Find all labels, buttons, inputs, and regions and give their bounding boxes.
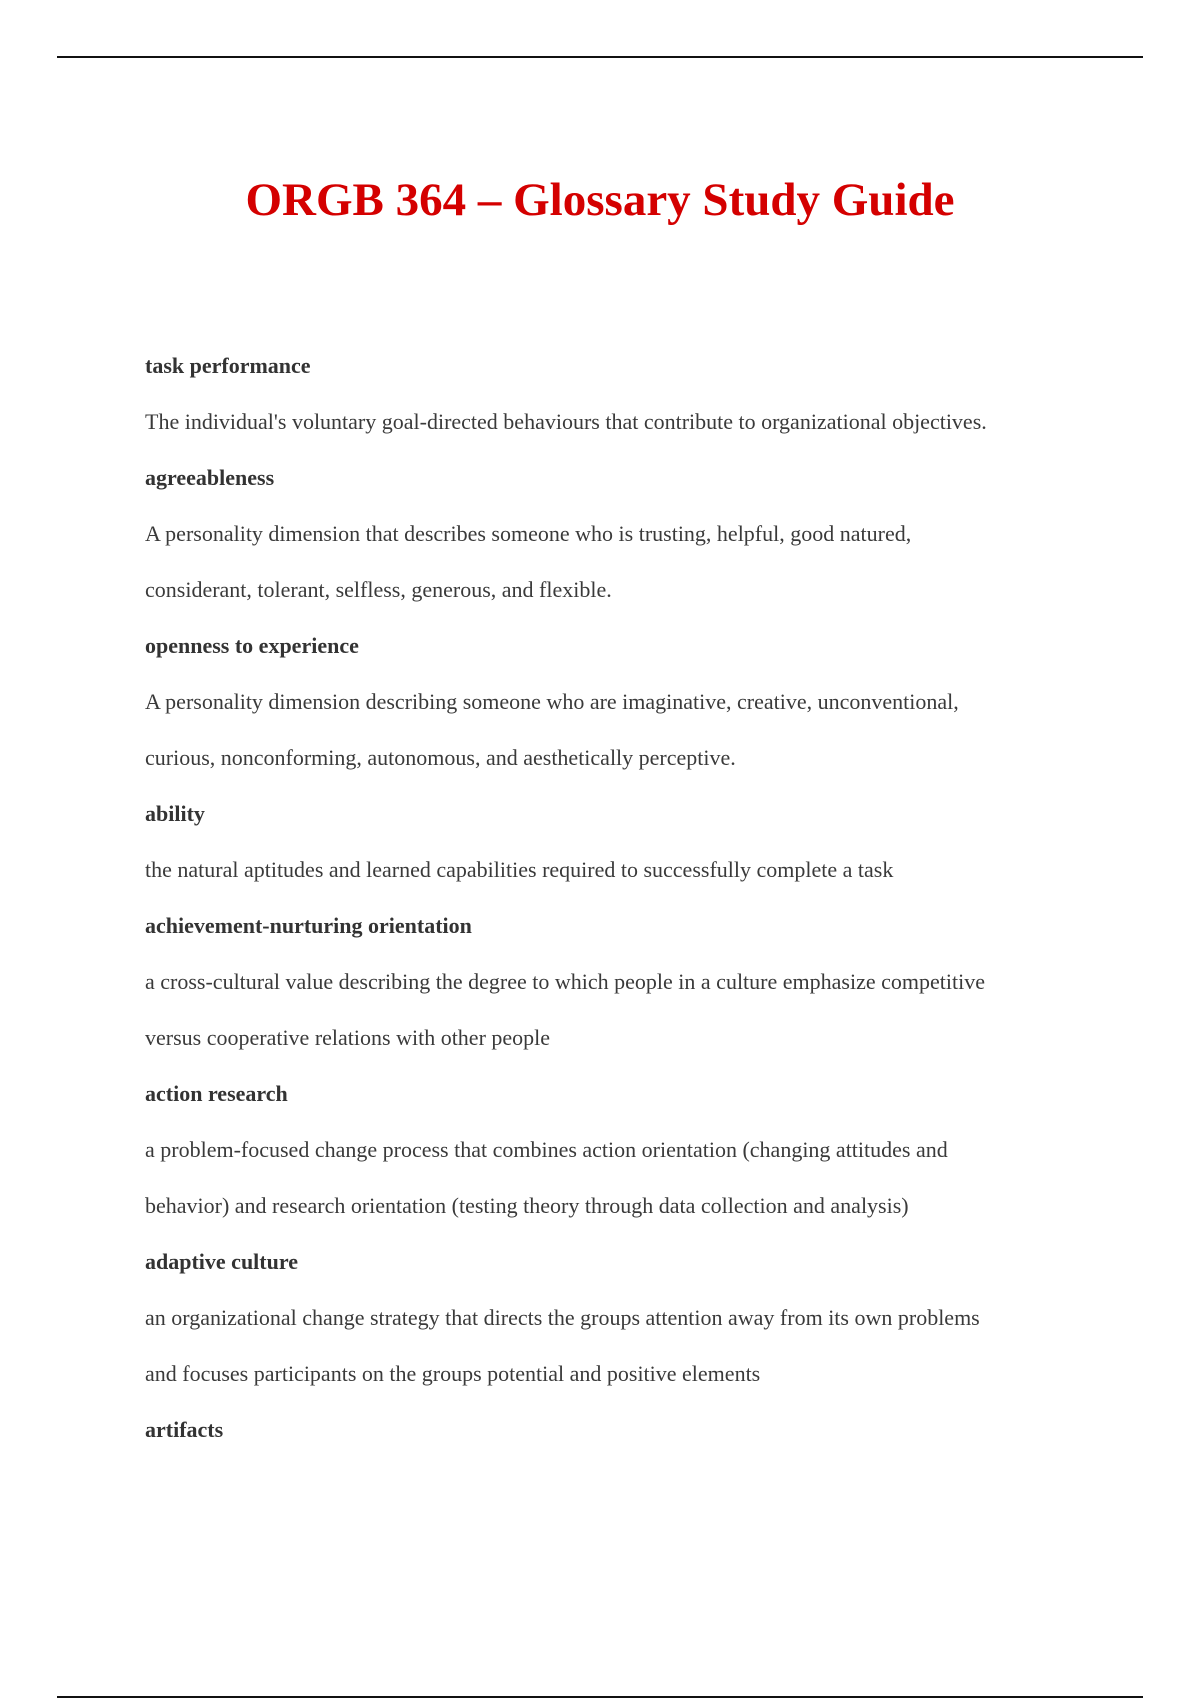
glossary-term: task performance — [145, 353, 311, 378]
glossary-definition-line: considerant, tolerant, selfless, generous, and flexible. — [145, 577, 612, 602]
glossary-term: achievement-nurturing orientation — [145, 913, 472, 938]
glossary-entry — [145, 1402, 1105, 1458]
glossary-entry — [145, 338, 1105, 450]
glossary-definition-line: The individual's voluntary goal-directed behaviours that contribute to organizational objectives. — [145, 409, 987, 434]
glossary-entry — [145, 618, 1105, 786]
glossary-term: openness to experience — [145, 633, 359, 658]
glossary-definition-line: A personality dimension describing someone who are imaginative, creative, unconventional, — [145, 689, 959, 714]
glossary-entry — [145, 1234, 1105, 1402]
glossary-term: ability — [145, 801, 205, 826]
glossary-list — [145, 338, 1105, 1458]
glossary-definition-line: versus cooperative relations with other people — [145, 1025, 551, 1050]
glossary-definition-line: behavior) and research orientation (testing theory through data collection and analysis) — [145, 1193, 909, 1218]
glossary-definition-line: A personality dimension that describes someone who is trusting, helpful, good natured, — [145, 521, 912, 546]
glossary-entry — [145, 786, 1105, 898]
glossary-definition-line: a cross-cultural value describing the degree to which people in a culture emphasize competitive — [145, 969, 985, 994]
page-title: ORGB 364 – Glossary Study Guide — [245, 174, 955, 226]
glossary-term: action research — [145, 1081, 288, 1106]
glossary-definition-line: the natural aptitudes and learned capabilities required to successfully complete a task — [145, 857, 894, 882]
glossary-entry — [145, 450, 1105, 618]
glossary-term: artifacts — [145, 1417, 224, 1442]
glossary-term: agreeableness — [145, 465, 275, 490]
glossary-definition-line: a problem-focused change process that combines action orientation (changing attitudes and — [145, 1137, 948, 1162]
glossary-definition-line: curious, nonconforming, autonomous, and aesthetically perceptive. — [145, 745, 736, 770]
glossary-definition-line: and focuses participants on the groups potential and positive elements — [145, 1361, 761, 1386]
glossary-definition-line: an organizational change strategy that directs the groups attention away from its own problems — [145, 1305, 980, 1330]
bottom-rule — [57, 1696, 1143, 1698]
glossary-entry — [145, 898, 1105, 1066]
top-rule — [57, 56, 1143, 58]
glossary-term: adaptive culture — [145, 1249, 298, 1274]
glossary-entry — [145, 1066, 1105, 1234]
